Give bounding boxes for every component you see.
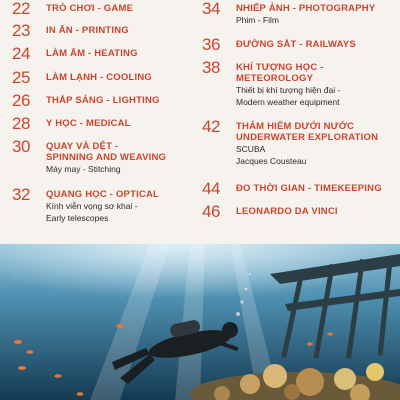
toc-entry-cooling[interactable]	[12, 69, 152, 86]
toc-entry-printing[interactable]	[12, 22, 129, 39]
entry-title: LÀM ẤM - HEATING	[46, 48, 138, 59]
entry-subtitle-line-1: Thiết bị khí tượng hiện đại -	[236, 85, 341, 95]
page-number: 32	[12, 185, 30, 204]
page-number: 24	[12, 44, 30, 63]
toc-entry-railways[interactable]	[202, 36, 356, 53]
page-number: 22	[12, 0, 30, 18]
toc-entry-underwater[interactable]	[202, 118, 378, 167]
entry-title: NHIẾP ẢNH - PHOTOGRAPHY	[236, 3, 376, 14]
entry-title: IN ẤN - PRINTING	[46, 25, 129, 36]
entry-subtitle: Phim - Film	[236, 15, 279, 25]
entry-title-line-2: SPINNING AND WEAVING	[46, 152, 167, 163]
entry-title: THẮP SÁNG - LIGHTING	[46, 95, 160, 106]
entry-subtitle-line-2: Jacques Cousteau	[236, 156, 307, 166]
toc-entry-lighting[interactable]	[12, 92, 160, 109]
entry-title-line-1: KHÍ TƯỢNG HỌC -	[236, 62, 324, 73]
toc-entry-timekeeping[interactable]	[202, 180, 382, 197]
entry-title-line-2: METEOROLOGY	[236, 73, 314, 84]
page-number: 28	[12, 114, 30, 133]
page-number: 25	[12, 68, 30, 87]
entry-title-line-1: QUAY VÀ DỆT -	[46, 141, 119, 152]
entry-subtitle: Máy may - Stitching	[46, 164, 121, 174]
page-number: 42	[202, 117, 220, 136]
entry-title: ĐƯỜNG SẮT - RAILWAYS	[236, 39, 356, 50]
entry-title: TRÒ CHƠI - GAME	[46, 3, 134, 14]
entry-title-line-1: THÁM HIỂM DƯỚI NƯỚC	[236, 121, 355, 132]
page-number: 38	[202, 58, 220, 77]
toc-entry-game[interactable]	[12, 0, 133, 17]
entry-title: LÀM LẠNH - COOLING	[46, 72, 152, 83]
page-number: 46	[202, 202, 220, 221]
entry-title: QUANG HỌC - OPTICAL	[46, 189, 160, 200]
page-number: 23	[12, 21, 30, 40]
entry-title: ĐO THỜI GIAN - TIMEKEEPING	[236, 183, 382, 194]
page-number: 36	[202, 35, 220, 54]
entry-subtitle-line-1: Kính viễn vọng sơ khai -	[46, 201, 138, 211]
entry-subtitle-line-1: SCUBA	[236, 144, 266, 154]
toc-entry-meteorology[interactable]	[202, 59, 340, 108]
entry-subtitle-line-2: Early telescopes	[46, 213, 109, 223]
page-number: 34	[202, 0, 220, 18]
diver-wreck-illustration	[0, 244, 400, 400]
page-number: 30	[12, 137, 30, 156]
toc-entry-spinning[interactable]	[12, 138, 166, 175]
entry-subtitle-line-2: Modern weather equipment	[236, 97, 340, 107]
page-number: 44	[202, 179, 220, 198]
entry-title: Y HỌC - MEDICAL	[46, 118, 131, 129]
entry-title-line-2: UNDERWATER EXPLORATION	[236, 132, 379, 143]
toc-entry-medical[interactable]	[12, 115, 131, 132]
page-number: 26	[12, 91, 30, 110]
underwater-diver-photo	[0, 244, 400, 400]
toc-entry-da-vinci[interactable]	[202, 203, 338, 220]
toc-entry-heating[interactable]	[12, 45, 138, 62]
toc-entry-photography[interactable]	[202, 0, 375, 26]
toc-entry-optical[interactable]	[12, 186, 159, 224]
entry-title: LEONARDO DA VINCI	[236, 206, 338, 217]
